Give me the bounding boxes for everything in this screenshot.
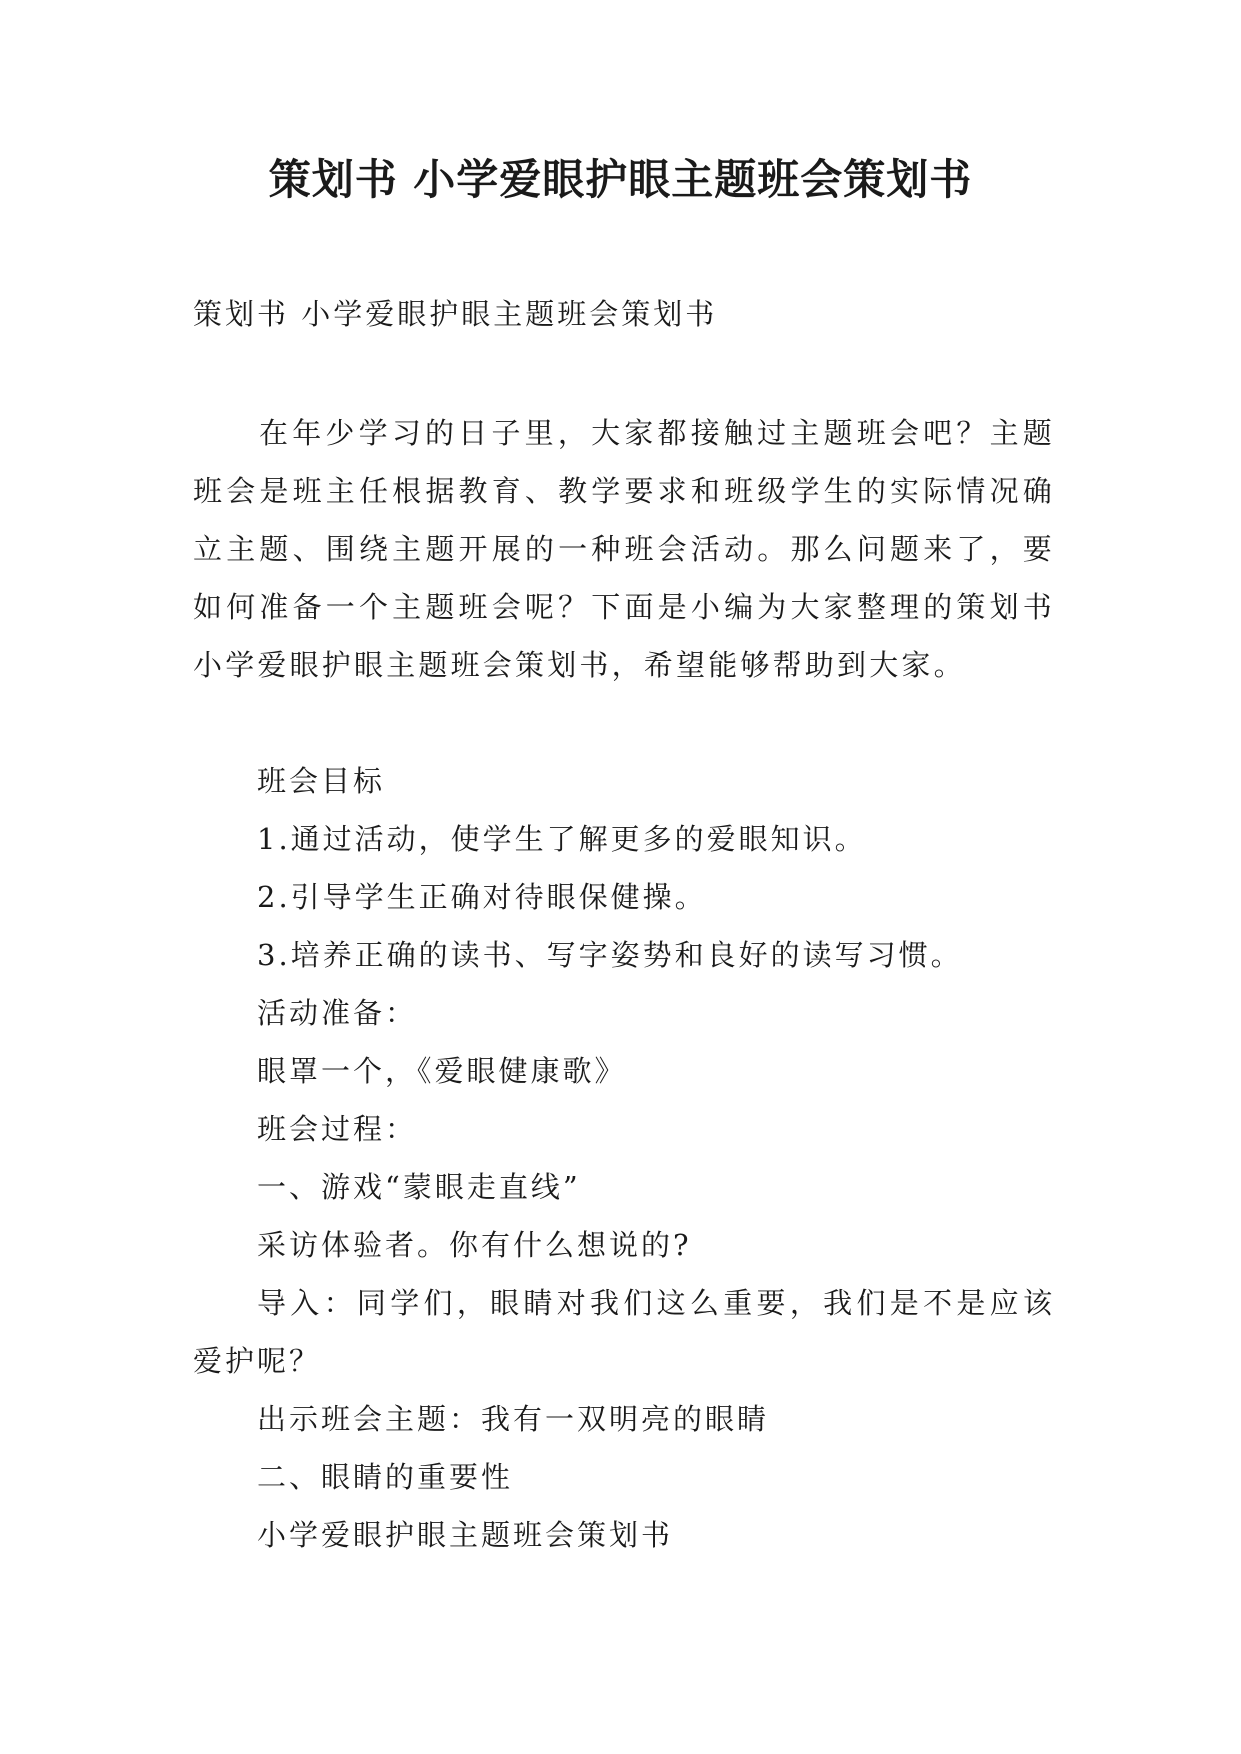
- process-text: 采访体验者。你有什么想说的?: [257, 1228, 692, 1262]
- document-title: 策划书 小学爱眼护眼主题班会策划书: [268, 155, 973, 204]
- section-heading-preparation: 活动准备：: [257, 996, 418, 1030]
- process-text: 导入：同学们，眼睛对我们这么重要，我们是不是应该爱护呢？: [193, 1286, 1055, 1378]
- process-text: 出示班会主题：我有一双明亮的眼睛: [257, 1402, 770, 1436]
- process-step-heading: 一、游戏“蒙眼走直线”: [257, 1170, 581, 1204]
- body-content: [193, 752, 1055, 1564]
- goal-item: 1.通过活动，使学生了解更多的爱眼知识。: [257, 822, 867, 856]
- section-heading-process: 班会过程：: [257, 1112, 418, 1146]
- goal-item: 3.培养正确的读书、写字姿势和良好的读写习惯。: [257, 938, 963, 972]
- section-heading-goals: 班会目标: [257, 764, 386, 798]
- goal-item: 2.引导学生正确对待眼保健操。: [257, 880, 707, 914]
- process-step-heading: 二、眼睛的重要性: [257, 1460, 514, 1494]
- preparation-text: 眼罩一个，《爱眼健康歌》: [257, 1054, 627, 1088]
- intro-paragraph: 在年少学习的日子里，大家都接触过主题班会吧？主题班会是班主任根据教育、教学要求和班级学生的实际情况确立主题、围绕主题开展的一种班会活动。那么问题来了，要如何准备一个主题班会呢？下面是小编为大家整理的策划书 小学爱眼护眼主题班会策划书，希望能够帮助到大家。: [193, 416, 1055, 682]
- document-subtitle: 策划书 小学爱眼护眼主题班会策划书: [193, 297, 718, 331]
- process-text: 小学爱眼护眼主题班会策划书: [257, 1518, 674, 1552]
